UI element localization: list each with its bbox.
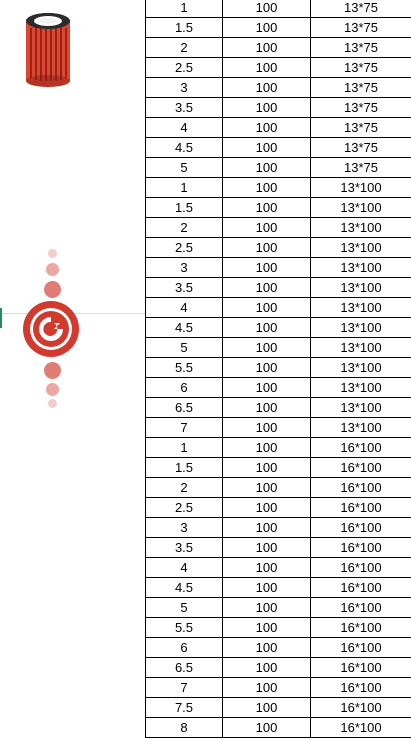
cell-quantity: 100 [223, 658, 311, 678]
spec-table [145, 0, 411, 738]
cell-dimensions: 16*100 [311, 458, 411, 478]
table-row [146, 238, 411, 258]
cell-size: 5 [146, 598, 223, 618]
cell-size: 4.5 [146, 318, 223, 338]
cell-size: 2.5 [146, 238, 223, 258]
cell-quantity: 100 [223, 238, 311, 258]
cell-dimensions: 13*75 [311, 0, 411, 18]
cell-size: 5 [146, 338, 223, 358]
left-panel [0, 0, 146, 727]
cell-quantity: 100 [223, 338, 311, 358]
cell-dimensions: 13*100 [311, 418, 411, 438]
cell-dimensions: 16*100 [311, 618, 411, 638]
table-row [146, 398, 411, 418]
cell-size: 1.5 [146, 198, 223, 218]
table-row [146, 458, 411, 478]
table-row [146, 358, 411, 378]
cell-quantity: 100 [223, 518, 311, 538]
cell-size: 4 [146, 298, 223, 318]
table-row [146, 218, 411, 238]
cell-quantity: 100 [223, 278, 311, 298]
cell-dimensions: 16*100 [311, 638, 411, 658]
cell-quantity: 100 [223, 558, 311, 578]
table-row [146, 418, 411, 438]
cell-size: 1.5 [146, 18, 223, 38]
cell-quantity: 100 [223, 258, 311, 278]
table-row [146, 438, 411, 458]
cell-size: 8 [146, 718, 223, 738]
cell-quantity: 100 [223, 538, 311, 558]
cell-size: 2 [146, 478, 223, 498]
cell-quantity: 100 [223, 378, 311, 398]
table-row [146, 658, 411, 678]
cell-dimensions: 16*100 [311, 598, 411, 618]
cell-size: 4 [146, 558, 223, 578]
cell-size: 2.5 [146, 498, 223, 518]
table-row [146, 478, 411, 498]
cell-size: 5.5 [146, 618, 223, 638]
table-row [146, 318, 411, 338]
cell-dimensions: 13*100 [311, 178, 411, 198]
marker [0, 308, 2, 328]
cell-dimensions: 16*100 [311, 438, 411, 458]
cell-quantity: 100 [223, 18, 311, 38]
table-row [146, 558, 411, 578]
cell-dimensions: 13*100 [311, 378, 411, 398]
cell-size: 1.5 [146, 458, 223, 478]
decor-dot [44, 281, 61, 298]
cell-quantity: 100 [223, 138, 311, 158]
table-row [146, 678, 411, 698]
cell-quantity: 100 [223, 398, 311, 418]
table-row [146, 278, 411, 298]
cell-size: 6 [146, 638, 223, 658]
cell-size: 4 [146, 118, 223, 138]
cell-dimensions: 13*75 [311, 58, 411, 78]
table-row [146, 78, 411, 98]
table-row [146, 518, 411, 538]
cell-quantity: 100 [223, 458, 311, 478]
cell-dimensions: 16*100 [311, 498, 411, 518]
cell-dimensions: 16*100 [311, 518, 411, 538]
table-row [146, 498, 411, 518]
cell-quantity: 100 [223, 218, 311, 238]
cell-size: 2.5 [146, 58, 223, 78]
cell-dimensions: 16*100 [311, 538, 411, 558]
cell-dimensions: 16*100 [311, 478, 411, 498]
table-row [146, 178, 411, 198]
cell-size: 6.5 [146, 398, 223, 418]
table-row [146, 98, 411, 118]
table-row [146, 18, 411, 38]
cell-dimensions: 13*75 [311, 98, 411, 118]
cell-quantity: 100 [223, 718, 311, 738]
table-row [146, 338, 411, 358]
cell-quantity: 100 [223, 298, 311, 318]
cell-dimensions: 13*100 [311, 278, 411, 298]
decor-dot [46, 383, 59, 396]
table-row [146, 538, 411, 558]
cell-size: 5 [146, 158, 223, 178]
cell-size: 6.5 [146, 658, 223, 678]
decor-dot [46, 263, 59, 276]
cell-size: 7 [146, 418, 223, 438]
cell-dimensions: 13*100 [311, 218, 411, 238]
cell-quantity: 100 [223, 638, 311, 658]
cell-quantity: 100 [223, 38, 311, 58]
cell-dimensions: 13*75 [311, 18, 411, 38]
cell-quantity: 100 [223, 438, 311, 458]
cell-size: 3 [146, 78, 223, 98]
table-row [146, 38, 411, 58]
cell-dimensions: 13*75 [311, 158, 411, 178]
cell-dimensions: 13*100 [311, 358, 411, 378]
table-row [146, 138, 411, 158]
cell-dimensions: 16*100 [311, 718, 411, 738]
table-row [146, 0, 411, 18]
cell-size: 3 [146, 518, 223, 538]
cell-size: 7 [146, 678, 223, 698]
cell-quantity: 100 [223, 318, 311, 338]
table-row [146, 198, 411, 218]
cell-quantity: 100 [223, 418, 311, 438]
cell-dimensions: 13*100 [311, 318, 411, 338]
table-row [146, 58, 411, 78]
table-row [146, 598, 411, 618]
cell-dimensions: 13*100 [311, 198, 411, 218]
table-row [146, 578, 411, 598]
decor-dot [48, 399, 57, 408]
cell-quantity: 100 [223, 118, 311, 138]
cell-quantity: 100 [223, 498, 311, 518]
cell-size: 5.5 [146, 358, 223, 378]
table-row [146, 378, 411, 398]
cell-size: 3.5 [146, 98, 223, 118]
cell-dimensions: 13*100 [311, 238, 411, 258]
decor-dot [48, 249, 57, 258]
cell-quantity: 100 [223, 478, 311, 498]
cell-size: 3.5 [146, 538, 223, 558]
cell-quantity: 100 [223, 618, 311, 638]
cell-quantity: 100 [223, 698, 311, 718]
cell-quantity: 100 [223, 578, 311, 598]
cell-size: 1 [146, 0, 223, 18]
cell-dimensions: 16*100 [311, 558, 411, 578]
cell-quantity: 100 [223, 358, 311, 378]
cell-dimensions: 13*75 [311, 38, 411, 58]
cell-size: 2 [146, 218, 223, 238]
cell-quantity: 100 [223, 78, 311, 98]
cell-quantity: 100 [223, 178, 311, 198]
cell-size: 2 [146, 38, 223, 58]
cell-dimensions: 16*100 [311, 578, 411, 598]
cell-quantity: 100 [223, 198, 311, 218]
cell-dimensions: 16*100 [311, 678, 411, 698]
cell-dimensions: 13*100 [311, 258, 411, 278]
table-row [146, 718, 411, 738]
cell-quantity: 100 [223, 158, 311, 178]
table-row [146, 118, 411, 138]
cell-size: 1 [146, 438, 223, 458]
cell-quantity: 100 [223, 598, 311, 618]
cell-dimensions: 13*100 [311, 398, 411, 418]
table-row [146, 158, 411, 178]
table-row [146, 298, 411, 318]
cell-quantity: 100 [223, 0, 311, 18]
decor-dot [44, 362, 61, 379]
cell-dimensions: 13*75 [311, 78, 411, 98]
table-row [146, 258, 411, 278]
cell-quantity: 100 [223, 98, 311, 118]
cell-dimensions: 16*100 [311, 658, 411, 678]
cell-size: 3.5 [146, 278, 223, 298]
cell-dimensions: 13*100 [311, 298, 411, 318]
cell-quantity: 100 [223, 58, 311, 78]
cell-size: 7.5 [146, 698, 223, 718]
table-row [146, 618, 411, 638]
cell-size: 4.5 [146, 578, 223, 598]
cell-dimensions: 16*100 [311, 698, 411, 718]
cell-size: 4.5 [146, 138, 223, 158]
filter-cartridge-icon [18, 8, 78, 90]
cell-size: 6 [146, 378, 223, 398]
cell-size: 3 [146, 258, 223, 278]
cell-dimensions: 13*100 [311, 338, 411, 358]
table-row [146, 638, 411, 658]
table-row [146, 698, 411, 718]
cell-dimensions: 13*75 [311, 118, 411, 138]
cell-quantity: 100 [223, 678, 311, 698]
cell-dimensions: 13*75 [311, 138, 411, 158]
cell-size: 1 [146, 178, 223, 198]
company-logo [18, 300, 84, 358]
